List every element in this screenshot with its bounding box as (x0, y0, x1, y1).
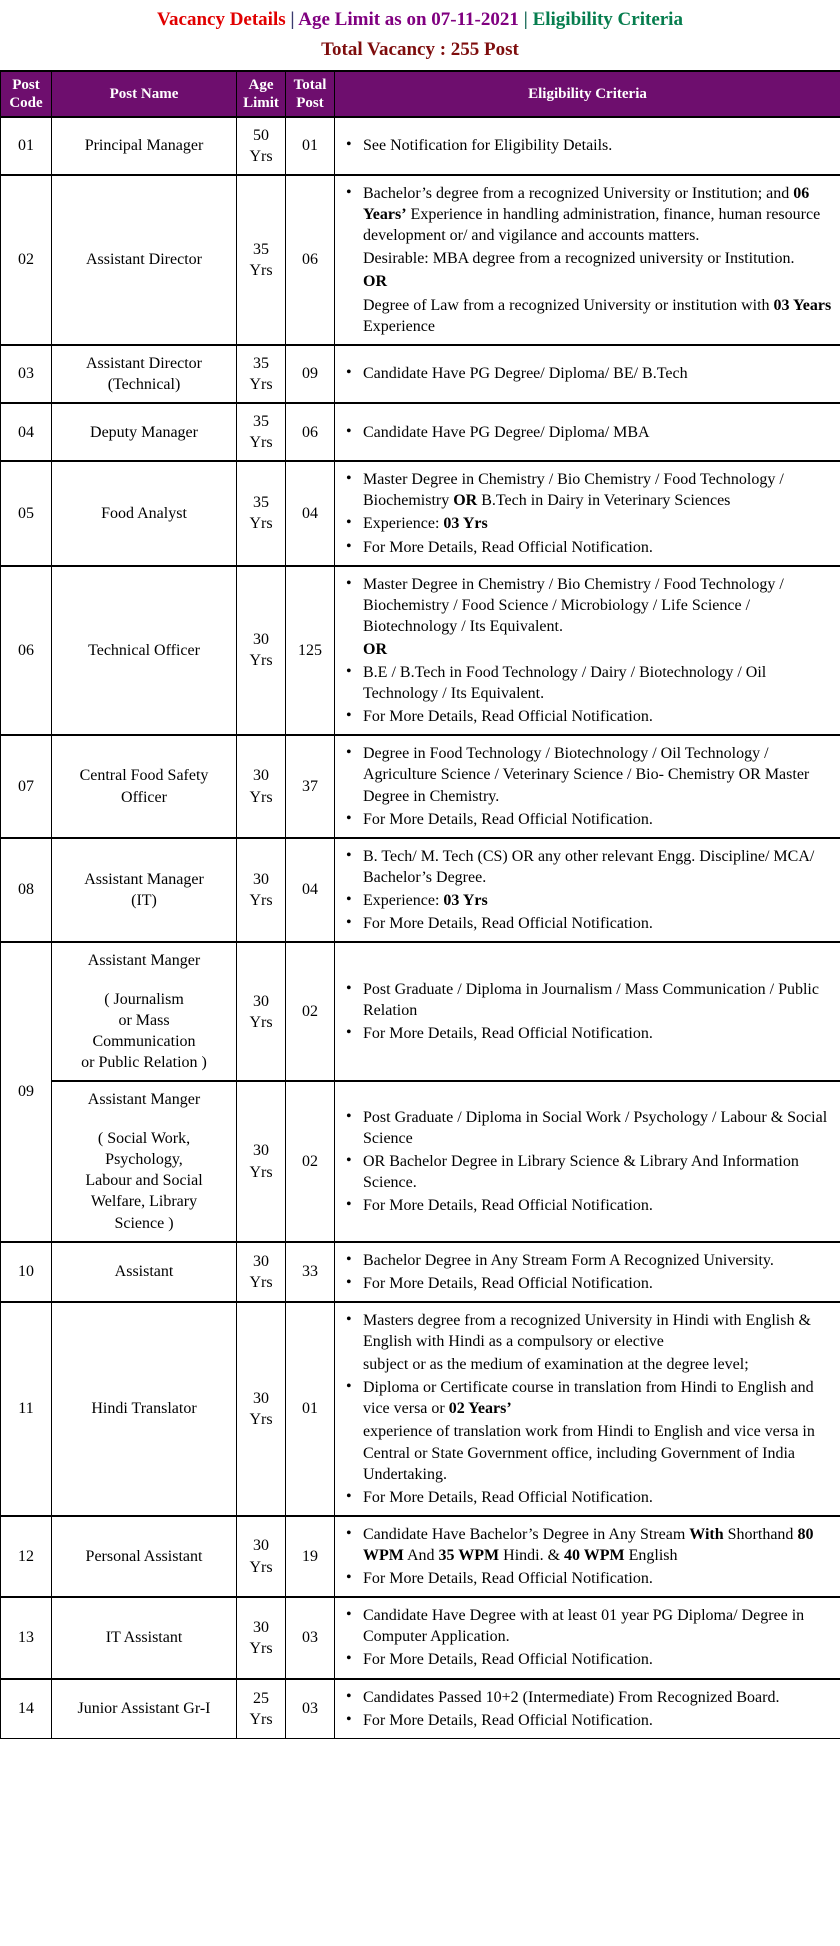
eligibility-text-segment: For More Details, Read Official Notification. (363, 810, 653, 828)
post-name-line: (Technical) (107, 375, 181, 393)
total-post-cell: 09 (286, 345, 335, 403)
eligibility-text-segment: Candidates Passed 10+2 (Intermediate) From Recognized Board. (363, 1688, 780, 1706)
age-limit-line: 30 (253, 870, 269, 888)
eligibility-text-segment: For More Details, Read Official Notification. (363, 1570, 653, 1588)
eligibility-text-segment: 40 WPM (564, 1546, 625, 1564)
eligibility-bullet-item (339, 1524, 836, 1566)
age-limit-cell (237, 345, 286, 403)
eligibility-text-line (339, 248, 836, 269)
page-header (0, 0, 840, 61)
eligibility-text-segment: OR (453, 492, 478, 510)
table-row (1, 1302, 840, 1516)
age-limit-line: Yrs (249, 1410, 273, 1428)
eligibility-text-segment: Shorthand (723, 1525, 798, 1543)
age-limit-line: Yrs (249, 1710, 273, 1728)
post-name-line: Assistant Director (86, 251, 202, 269)
post-name-line: Central Food Safety (79, 767, 209, 785)
eligibility-text-segment: Experience in handling administration, finance, human resource development or/ and vigilance and accounts matters. (363, 206, 821, 245)
eligibility-text-segment: English (624, 1546, 678, 1564)
age-limit-cell (237, 461, 286, 565)
eligibility-bullet-item (339, 1710, 836, 1731)
table-row (1, 942, 840, 1081)
eligibility-cell (335, 566, 840, 736)
eligibility-bullet-item (339, 1487, 836, 1508)
eligibility-text-segment: For More Details, Read Official Notification. (363, 1197, 653, 1215)
post-name-cell (52, 838, 237, 942)
total-post-cell: 01 (286, 117, 335, 175)
eligibility-bullet-item (339, 1687, 836, 1708)
age-limit-line: 30 (253, 1389, 269, 1407)
eligibility-text-segment: For More Details, Read Official Notification. (363, 1488, 653, 1506)
eligibility-bullet-item (339, 662, 836, 704)
total-post-cell: 04 (286, 838, 335, 942)
table-row (1, 1081, 840, 1241)
post-code-cell: 07 (1, 735, 52, 837)
eligibility-bullet-item (339, 1273, 836, 1294)
eligibility-bullet-item (339, 890, 836, 911)
age-limit-line: Yrs (249, 147, 273, 165)
eligibility-cell (335, 735, 840, 837)
table-row (1, 403, 840, 461)
post-name-line: Principal Manager (84, 137, 204, 155)
eligibility-bullet-item (339, 1151, 836, 1193)
eligibility-bullet-item (339, 1649, 836, 1670)
post-name-line: Assistant Manger (87, 1091, 201, 1109)
post-code-cell: 12 (1, 1516, 52, 1597)
eligibility-text-segment: Candidate Have PG Degree/ Diploma/ BE/ B.Tech (363, 365, 688, 383)
total-vacancy-subtitle: Total Vacancy : 255 Post (321, 38, 519, 60)
post-name-cell (52, 175, 237, 345)
eligibility-bullet-item (339, 1195, 836, 1216)
total-post-cell: 19 (286, 1516, 335, 1597)
age-limit-cell (237, 175, 286, 345)
vacancy-table (0, 70, 840, 1739)
eligibility-text-segment: Bachelor’s degree from a recognized University or Institution; and (363, 184, 794, 202)
post-code-cell: 11 (1, 1302, 52, 1516)
eligibility-text-segment: Post Graduate / Diploma in Social Work / Psychology / Labour & Social Science (363, 1108, 828, 1147)
age-limit-cell (237, 735, 286, 837)
eligibility-text-line (339, 1421, 836, 1484)
post-name-line: Labour and Social (85, 1172, 203, 1190)
eligibility-text-segment: experience of translation work from Hindi to English and vice versa in Central or State Government office, including Government of India Undertaking. (363, 1423, 815, 1483)
post-name-line: Assistant Manger (87, 952, 201, 970)
age-limit-line: Yrs (249, 1558, 273, 1576)
total-post-cell: 03 (286, 1597, 335, 1678)
eligibility-text-segment: 80 WPM (363, 1525, 814, 1564)
total-post-cell: 06 (286, 403, 335, 461)
post-code-cell: 08 (1, 838, 52, 942)
post-code-cell: 02 (1, 175, 52, 345)
post-code-cell: 09 (1, 942, 52, 1241)
post-name-line: Communication (92, 1033, 196, 1051)
eligibility-text-segment: 03 Yrs (443, 515, 488, 533)
total-post-cell: 02 (286, 942, 335, 1081)
eligibility-text-segment: For More Details, Read Official Notification. (363, 1025, 653, 1043)
age-limit-line: 35 (253, 354, 269, 372)
eligibility-cell (335, 1302, 840, 1516)
eligibility-cell (335, 461, 840, 565)
table-row (1, 1516, 840, 1597)
age-limit-line: Yrs (249, 652, 273, 670)
age-limit-cell (237, 942, 286, 1081)
total-post-cell: 01 (286, 1302, 335, 1516)
eligibility-text-segment: Desirable: MBA degree from a recognized university or Institution. (363, 250, 795, 268)
post-name-line: IT Assistant (105, 1629, 183, 1647)
title-segment: | (518, 9, 533, 30)
age-limit-cell (237, 403, 286, 461)
age-limit-line: 30 (253, 1252, 269, 1270)
post-name-cell (52, 566, 237, 736)
header-post-code: Post Code (1, 71, 52, 117)
post-code-cell: 06 (1, 566, 52, 736)
total-post-cell: 03 (286, 1679, 335, 1739)
post-name-cell (52, 1516, 237, 1597)
post-code-cell: 13 (1, 1597, 52, 1678)
eligibility-text-segment: B. Tech/ M. Tech (CS) OR any other relevant Engg. Discipline/ MCA/ Bachelor’s Degree. (363, 847, 815, 886)
post-name-line: Personal Assistant (85, 1547, 203, 1565)
age-limit-line: Yrs (249, 1273, 273, 1291)
eligibility-cell (335, 838, 840, 942)
post-name-cell (52, 1242, 237, 1302)
eligibility-text-segment: 35 WPM (438, 1546, 500, 1564)
eligibility-text-segment: Experience: (363, 515, 444, 533)
eligibility-text-line (339, 295, 836, 337)
eligibility-bullet-item (339, 1023, 836, 1044)
age-limit-cell (237, 566, 286, 736)
eligibility-text-segment: And (403, 1546, 439, 1564)
post-code-cell: 14 (1, 1679, 52, 1739)
age-limit-line: Yrs (249, 1013, 273, 1031)
post-name-line: Technical Officer (88, 641, 200, 659)
eligibility-bullet-item (339, 1605, 836, 1647)
total-post-cell: 04 (286, 461, 335, 565)
post-name-line: Assistant Manager (84, 870, 204, 888)
post-name-line: Food Analyst (101, 504, 187, 522)
table-row (1, 566, 840, 736)
post-name-cell (52, 735, 237, 837)
age-limit-line: Yrs (249, 375, 273, 393)
eligibility-bullet-item (339, 363, 836, 384)
age-limit-line: Yrs (249, 892, 273, 910)
eligibility-text-line (339, 271, 836, 292)
table-row (1, 735, 840, 837)
age-limit-line: 30 (253, 767, 269, 785)
eligibility-text-line (339, 1354, 836, 1375)
eligibility-text-segment: With (689, 1525, 724, 1543)
eligibility-bullet-item (339, 846, 836, 888)
eligibility-text-segment: Candidate Have Degree with at least 01 year PG Diploma/ Degree in Computer Application. (363, 1607, 805, 1646)
eligibility-cell (335, 1679, 840, 1739)
header-age-limit: Age Limit (237, 71, 286, 117)
eligibility-bullet-item (339, 1107, 836, 1149)
eligibility-cell (335, 1516, 840, 1597)
header-eligibility-criteria: Eligibility Criteria (335, 71, 840, 117)
eligibility-bullet-item (339, 809, 836, 830)
eligibility-text-segment: OR (363, 273, 387, 291)
eligibility-bullet-item (339, 135, 836, 156)
vacancy-table-header (1, 71, 840, 117)
post-name-cell (52, 1081, 237, 1241)
eligibility-text-segment: See Notification for Eligibility Details. (363, 137, 613, 155)
title-segment: Eligibility Criteria (532, 9, 683, 30)
age-limit-cell (237, 117, 286, 175)
age-limit-line: Yrs (249, 515, 273, 533)
post-code-cell: 03 (1, 345, 52, 403)
total-post-cell: 37 (286, 735, 335, 837)
post-name-cell (52, 461, 237, 565)
eligibility-text-segment: For More Details, Read Official Notification. (363, 915, 653, 933)
eligibility-text-segment: 03 Yrs (443, 892, 488, 910)
total-post-cell: 33 (286, 1242, 335, 1302)
total-post-cell: 125 (286, 566, 335, 736)
eligibility-text-segment: OR Bachelor Degree in Library Science & Library And Information Science. (363, 1152, 799, 1192)
post-name-line (56, 971, 232, 989)
age-limit-cell (237, 1242, 286, 1302)
eligibility-text-segment: Candidate Have PG Degree/ Diploma/ MBA (363, 423, 650, 441)
eligibility-bullet-item (339, 979, 836, 1021)
page-title (0, 8, 840, 32)
age-limit-line: 25 (253, 1689, 269, 1707)
table-row (1, 1597, 840, 1678)
post-name-line: Welfare, Library (90, 1193, 198, 1211)
age-limit-line: Yrs (249, 434, 273, 452)
total-post-cell: 06 (286, 175, 335, 345)
table-row (1, 461, 840, 565)
post-code-cell: 01 (1, 117, 52, 175)
eligibility-text-segment: Experience: (363, 892, 444, 910)
eligibility-cell (335, 1081, 840, 1241)
eligibility-text-segment: For More Details, Read Official Notification. (363, 538, 653, 556)
post-name-line: Junior Assistant Gr-I (77, 1700, 211, 1718)
post-code-cell: 05 (1, 461, 52, 565)
eligibility-bullet-item (339, 743, 836, 806)
eligibility-text-segment: Diploma or Certificate course in translation from Hindi to English and vice versa or (363, 1379, 814, 1418)
post-name-line: Deputy Manager (90, 423, 198, 441)
age-limit-cell (237, 1081, 286, 1241)
vacancy-table-body (1, 117, 840, 1738)
table-row (1, 1242, 840, 1302)
header-row (1, 71, 840, 117)
age-limit-line: Yrs (249, 788, 273, 806)
age-limit-line: 30 (253, 1142, 269, 1160)
table-row (1, 117, 840, 175)
eligibility-text-segment: For More Details, Read Official Notification. (363, 1711, 653, 1729)
header-post-name: Post Name (52, 71, 237, 117)
post-name-line (56, 1111, 232, 1129)
post-name-cell (52, 117, 237, 175)
eligibility-text-segment: OR (363, 640, 387, 658)
header-total-post: Total Post (286, 71, 335, 117)
post-name-cell (52, 1679, 237, 1739)
eligibility-text-segment: Master Degree in Chemistry / Bio Chemistry / Food Technology / Biochemistry (363, 471, 784, 510)
post-name-line: Officer (121, 788, 167, 806)
eligibility-bullet-item (339, 574, 836, 637)
age-limit-line: Yrs (249, 1163, 273, 1181)
age-limit-line: 30 (253, 631, 269, 649)
post-name-cell (52, 942, 237, 1081)
eligibility-bullet-item (339, 513, 836, 534)
eligibility-text-segment: Experience (363, 317, 435, 335)
eligibility-text-segment: B.E / B.Tech in Food Technology / Dairy / Biotechnology / Oil Technology / Its Equivalent. (363, 664, 767, 703)
post-code-cell: 04 (1, 403, 52, 461)
eligibility-bullet-item (339, 1310, 836, 1352)
age-limit-line: Yrs (249, 261, 273, 279)
eligibility-text-segment: Degree in Food Technology / Biotechnology / Oil Technology / Agriculture Science / Veterinary Science / Bio- Chemistry OR Master Degree in Chemistry. (363, 745, 810, 805)
post-name-line: (IT) (131, 892, 157, 910)
eligibility-text-segment: Masters degree from a recognized University in Hindi with English & English with Hindi as a compulsory or elective (363, 1311, 811, 1350)
age-limit-line: 35 (253, 494, 269, 512)
title-segment: Age Limit as on 07-11-2021 (298, 9, 519, 30)
post-name-cell (52, 1302, 237, 1516)
age-limit-line: 30 (253, 1537, 269, 1555)
eligibility-text-segment: Degree of Law from a recognized University or institution with (363, 296, 774, 314)
total-post-cell: 02 (286, 1081, 335, 1241)
eligibility-cell (335, 1597, 840, 1678)
post-name-line: ( Journalism (104, 990, 184, 1008)
eligibility-text-segment: For More Details, Read Official Notification. (363, 1274, 653, 1292)
post-name-cell (52, 345, 237, 403)
table-row (1, 1679, 840, 1739)
age-limit-line: 35 (253, 412, 269, 430)
eligibility-bullet-item (339, 913, 836, 934)
eligibility-text-line (339, 639, 836, 660)
table-row (1, 838, 840, 942)
post-name-line: or Public Relation ) (81, 1054, 207, 1072)
eligibility-cell (335, 1242, 840, 1302)
eligibility-cell (335, 345, 840, 403)
age-limit-cell (237, 838, 286, 942)
eligibility-bullet-item (339, 422, 836, 443)
eligibility-cell (335, 942, 840, 1081)
eligibility-cell (335, 403, 840, 461)
eligibility-text-segment: subject or as the medium of examination at the degree level; (363, 1356, 749, 1374)
eligibility-text-segment: Master Degree in Chemistry / Bio Chemistry / Food Technology / Biochemistry / Food Science / Microbiology / Life Science / Biotechnology / Its Equivalent. (363, 575, 784, 635)
eligibility-bullet-item (339, 1250, 836, 1271)
post-name-line: Hindi Translator (91, 1400, 197, 1418)
table-row (1, 175, 840, 345)
eligibility-text-segment: B.Tech in Dairy in Veterinary Sciences (477, 492, 731, 510)
post-name-cell (52, 403, 237, 461)
eligibility-text-segment: For More Details, Read Official Notification. (363, 1651, 653, 1669)
post-name-line: Psychology, (105, 1151, 183, 1169)
eligibility-bullet-item (339, 537, 836, 558)
age-limit-cell (237, 1516, 286, 1597)
age-limit-cell (237, 1302, 286, 1516)
post-code-cell: 10 (1, 1242, 52, 1302)
age-limit-line: 35 (253, 240, 269, 258)
age-limit-cell (237, 1597, 286, 1678)
eligibility-text-segment: Candidate Have Bachelor’s Degree in Any Stream (363, 1525, 690, 1543)
eligibility-text-segment: Bachelor Degree in Any Stream Form A Recognized University. (363, 1251, 774, 1269)
age-limit-line: 50 (253, 126, 269, 144)
post-name-line: Science ) (114, 1214, 174, 1232)
eligibility-bullet-item (339, 183, 836, 246)
eligibility-bullet-item (339, 706, 836, 727)
eligibility-text-segment: For More Details, Read Official Notification. (363, 708, 653, 726)
eligibility-cell (335, 175, 840, 345)
eligibility-bullet-item (339, 469, 836, 511)
age-limit-line: 30 (253, 1618, 269, 1636)
table-row (1, 345, 840, 403)
age-limit-cell (237, 1679, 286, 1739)
title-segment: | (285, 9, 299, 30)
eligibility-bullet-item (339, 1568, 836, 1589)
eligibility-cell (335, 117, 840, 175)
title-segment: Vacancy Details (157, 9, 286, 30)
eligibility-text-segment: Post Graduate / Diploma in Journalism / Mass Communication / Public Relation (363, 981, 819, 1020)
eligibility-text-segment: 03 Years (773, 296, 832, 314)
eligibility-text-segment: Hindi. & (499, 1546, 565, 1564)
eligibility-bullet-item (339, 1377, 836, 1419)
post-name-line: or Mass (118, 1012, 170, 1030)
age-limit-line: Yrs (249, 1639, 273, 1657)
post-name-line: Assistant Director (86, 354, 202, 372)
eligibility-text-segment: 06 Years’ (363, 184, 810, 224)
post-name-line: ( Social Work, (97, 1130, 191, 1148)
post-name-cell (52, 1597, 237, 1678)
age-limit-line: 30 (253, 992, 269, 1010)
eligibility-text-segment: 02 Years’ (448, 1400, 512, 1418)
post-name-line: Assistant (114, 1263, 174, 1281)
